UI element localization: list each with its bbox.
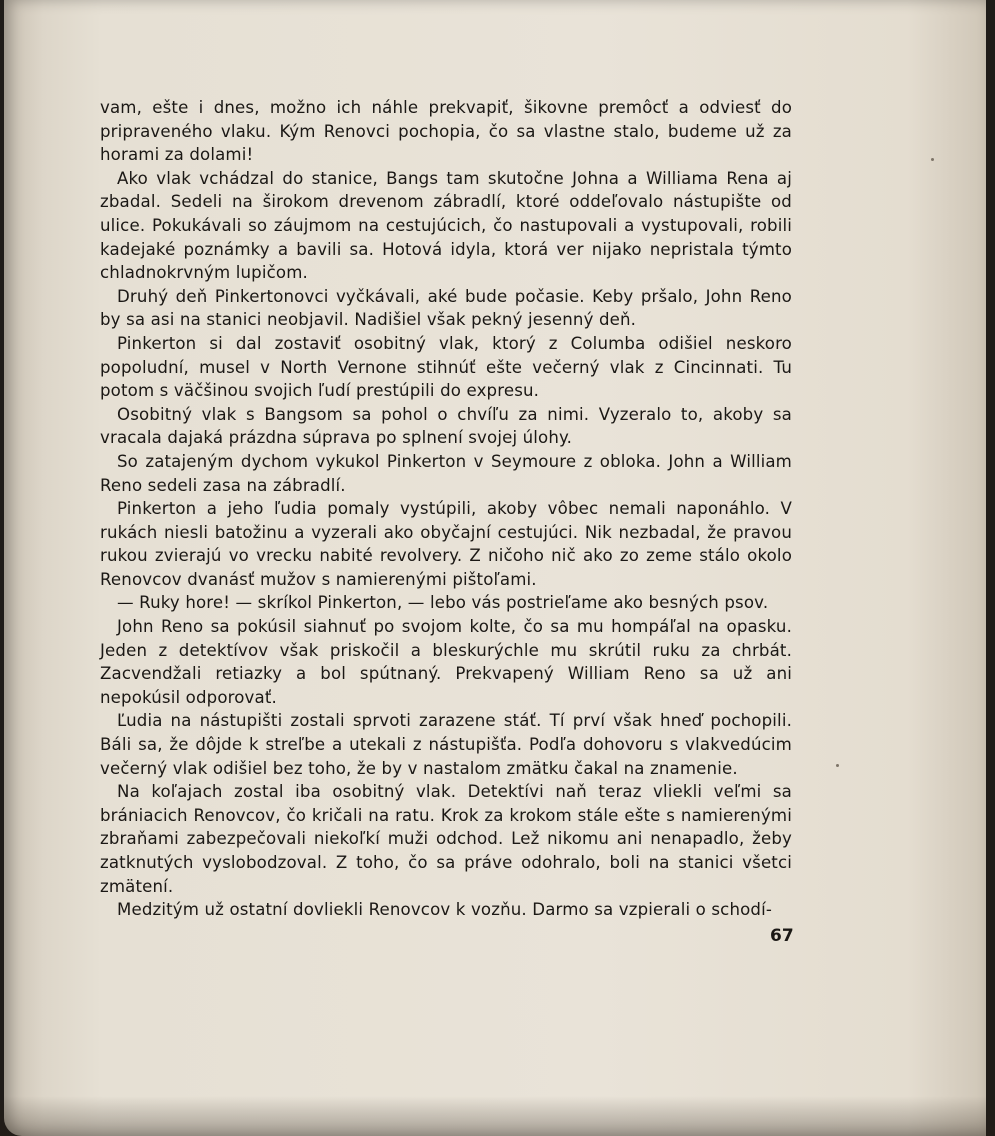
paragraph-12: Medzitým už ostatní dovliekli Renovcov k vozňu. Darmo sa vzpierali o schodí- (117, 900, 772, 920)
paragraph-2: Ako vlak vchádzal do stanice, Bangs tam skutočne Johna a Williama Rena aj zbadal. Sedeli na širokom drevenom zábradlí, ktoré oddeľovalo nástupište od ulice. Pokukávali so záujmom na cestujúcich, čo nastupovali a vystupovali, robili kadejaké poznámky a bavili sa. Hotová idyla, ktorá ver nijako nepristala týmto chladnokrvným lupičom. (100, 168, 792, 283)
paragraph-4: Pinkerton si dal zostaviť osobitný vlak, ktorý z Columba odišiel neskoro popoludní, musel v North Vernone stihnúť ešte večerný vlak z Cincinnati. Tu potom s väčšinou svojich ľudí prestúpili do expresu. (100, 333, 792, 401)
paragraph-5: Osobitný vlak s Bangsom sa pohol o chvíľu za nimi. Vyzeralo to, akoby sa vracala dajaká prázdna súprava po splnení svojej úlohy. (100, 404, 792, 448)
paragraph-8: — Ruky hore! — skríkol Pinkerton, — lebo vás postrieľame ako besných psov. (117, 593, 769, 613)
paragraph-1: vam, ešte i dnes, možno ich náhle prekvapiť, šikovne premôcť a odviesť do pripraveného vlaku. Kým Renovci pochopia, čo sa vlastne stalo, budeme už za horami za dolami! (100, 98, 792, 165)
paragraph-6: So zatajeným dychom vykukol Pinkerton v Seymoure z obloka. John a William Reno sedeli zasa na zábradlí. (100, 451, 792, 495)
page-body-text (100, 96, 792, 922)
paragraph-9: John Reno sa pokúsil siahnuť po svojom kolte, čo sa mu hompáľal na opasku. Jeden z detektívov však priskočil a bleskurýchle mu skrútil ruku za chrbát. Zacvendžali retiazky a bol spútnaný. Prekvapený William Reno sa už ani nepokúsil odporovať. (100, 617, 792, 707)
paper-speck (931, 158, 934, 161)
paragraph-3: Druhý deň Pinkertonovci vyčkávali, aké bude počasie. Keby pršalo, John Reno by sa asi na stanici neobjavil. Nadišiel však pekný jesenný deň. (100, 286, 792, 330)
paragraph-11: Na koľajach zostal iba osobitný vlak. Detektívi naň teraz vliekli veľmi sa brániacich Renovcov, čo kričali na ratu. Krok za krokom stále ešte s namierenými zbraňami zabezpečovali niekoľkí muži odchod. Lež nikomu ani nenapadlo, žeby zatknutých vyslobodzoval. Z toho, čo sa práve odohralo, boli na stanici všetci zmätení. (100, 782, 792, 896)
paragraph-7: Pinkerton a jeho ľudia pomaly vystúpili, akoby vôbec nemali naponáhlo. V rukách niesli batožinu a vyzerali ako obyčajní cestujúci. Nik nezbadal, že pravou rukou zvierajú vo vrecku nabité revolvery. Z ničoho nič ako zo zeme stálo okolo Renovcov dvanásť mužov s namierenými pištoľami. (100, 499, 792, 589)
page-number: 67 (770, 926, 794, 946)
paper-speck (836, 764, 839, 767)
paragraph-10: Ľudia na nástupišti zostali sprvoti zarazene stáť. Tí prví však hneď pochopili. Báli sa, že dôjde k streľbe a utekali z nástupišťa. Podľa dohovoru s vlakvedúcim večerný vlak odišiel bez toho, že by v nastalom zmätku čakal na znamenie. (100, 711, 792, 778)
